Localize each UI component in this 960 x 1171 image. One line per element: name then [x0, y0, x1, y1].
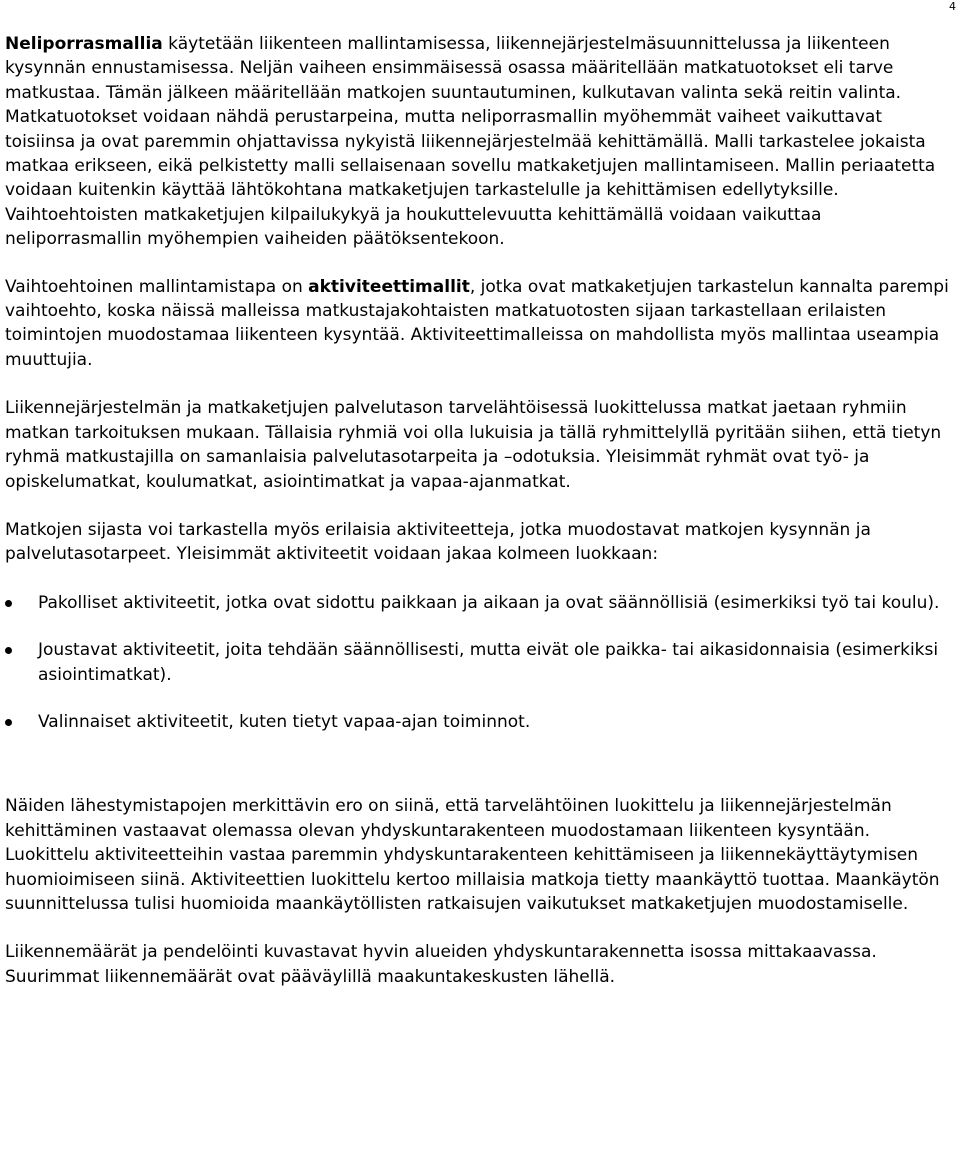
- paragraph-neliporrasmalli: [5, 32, 953, 252]
- list-item: [5, 638, 953, 687]
- paragraph-text: , jotka ovat matkaketjujen tarkastelun kannalta parempi vaihtoehto, koska näissä malleissa matkustajakohtaisten matkatuotosten sijaan tarkastellaan erilaisten toimintojen muodostamaa liikenteen kysyntää. Aktiviteettimalleissa on mahdollista myös mallintaa useampia muuttujia.: [5, 276, 949, 370]
- paragraph-text: käytetään liikenteen mallintamisessa, liikennejärjestelmäsuunnittelussa ja liikenteen kysynnän ennustamisessa. Neljän vaiheen ensimmäisessä osassa määritellään matkatuotokset eli tarve matkustaa. Tämän jälkeen määritellään matkojen suuntautuminen, kulkutavan valinta sekä reitin valinta. Matkatuotokset voidaan nähdä perustarpeina, mutta neliporrasmallin myöhemmät vaiheet vaikuttavat toisiinsa ja ovat paremmin ohjattavissa nykyistä liikennejärjestelmää kehittämällä. Malli tarkastelee jokaista matkaa erikseen, eikä pelkistetty malli sellaisenaan sovellu matkaketjujen mallintamiseen. Mallin periaatetta voidaan kuitenkin käyttää lähtökohtana matkaketjujen tarkastelulle ja kehittämisen edellytyksille. Vaihtoehtoisten matkaketjujen kilpailukykyä ja houkuttelevuutta kehittämällä voidaan vaikuttaa neliporrasmallin myöhempien vaiheiden päätöksentekoon.: [5, 34, 936, 250]
- paragraph-aktiviteetit: Matkojen sijasta voi tarkastella myös erilaisia aktiviteetteja, jotka muodostavat matkojen kysynnän ja palvelutasotarpeet. Yleisimmät aktiviteetit voidaan jakaa kolmeen luokkaan:: [5, 519, 871, 565]
- page-number: 4: [949, 0, 956, 13]
- list-item: [5, 591, 953, 615]
- paragraph-text: Vaihtoehtoinen mallintamistapa on: [5, 276, 309, 297]
- paragraph-tarvelahtoinen-luokittelu: Liikennejärjestelmän ja matkaketjujen palvelutason tarvelähtöisessä luokittelussa matkat jaetaan ryhmiin matkan tarkoituksen mukaan. Tällaisia ryhmiä voi olla lukuisia ja tällä ryhmittelyllä pyritään siihen, että tietyn ryhmä matkustajilla on samanlaisia palvelutasotarpeita ja –odotuksia. Yleisimmät ryhmät ovat työ- ja opiskelumatkat, koulumatkat, asiointimatkat ja vapaa-ajanmatkat.: [5, 398, 942, 492]
- bullet-icon: [5, 719, 12, 726]
- document-body: [5, 32, 953, 1013]
- list-item-text: Joustavat aktiviteetit, joita tehdään säännöllisesti, mutta eivät ole paikka- tai aikasidonnaisia (esimerkiksi asiointimatkat).: [38, 640, 939, 685]
- list-item-text: Valinnaiset aktiviteetit, kuten tietyt vapaa-ajan toiminnot.: [38, 711, 531, 732]
- list-item: [5, 710, 953, 734]
- paragraph-lahestymistavat: Näiden lähestymistapojen merkittävin ero on siinä, että tarvelähtöinen luokittelu ja liikennejärjestelmän kehittäminen vastaavat olemassa olevan yhdyskuntarakenteen muodostamaan liikenteen kysyntään. Luokittelu aktiviteetteihin vastaa paremmin yhdyskuntarakenteen kehittämiseen ja liikennekäyttäytymisen huomioimiseen siinä. Aktiviteettien luokittelu kertoo millaisia matkoja tietty maankäyttö tuottaa. Maankäytön suunnittelussa tulisi huomioida maankäytöllisten ratkaisujen vaikutukset matkaketjujen muodostamiselle.: [5, 796, 940, 914]
- bullet-icon: [5, 600, 12, 607]
- paragraph-aktiviteettimallit: [5, 275, 953, 373]
- paragraph-liikennemaarat: Liikennemäärät ja pendelöinti kuvastavat hyvin alueiden yhdyskuntarakennetta isossa mittakaavassa. Suurimmat liikennemäärät ovat pääväylillä maakuntakeskusten lähellä.: [5, 942, 877, 987]
- bullet-icon: [5, 647, 12, 654]
- term-aktiviteettimallit: aktiviteettimallit: [308, 276, 470, 297]
- activity-list: [5, 591, 953, 735]
- term-neliporrasmallia: Neliporrasmallia: [5, 34, 163, 54]
- list-item-text: Pakolliset aktiviteetit, jotka ovat sidottu paikkaan ja aikaan ja ovat säännöllisiä (esimerkiksi työ tai koulu).: [38, 592, 940, 613]
